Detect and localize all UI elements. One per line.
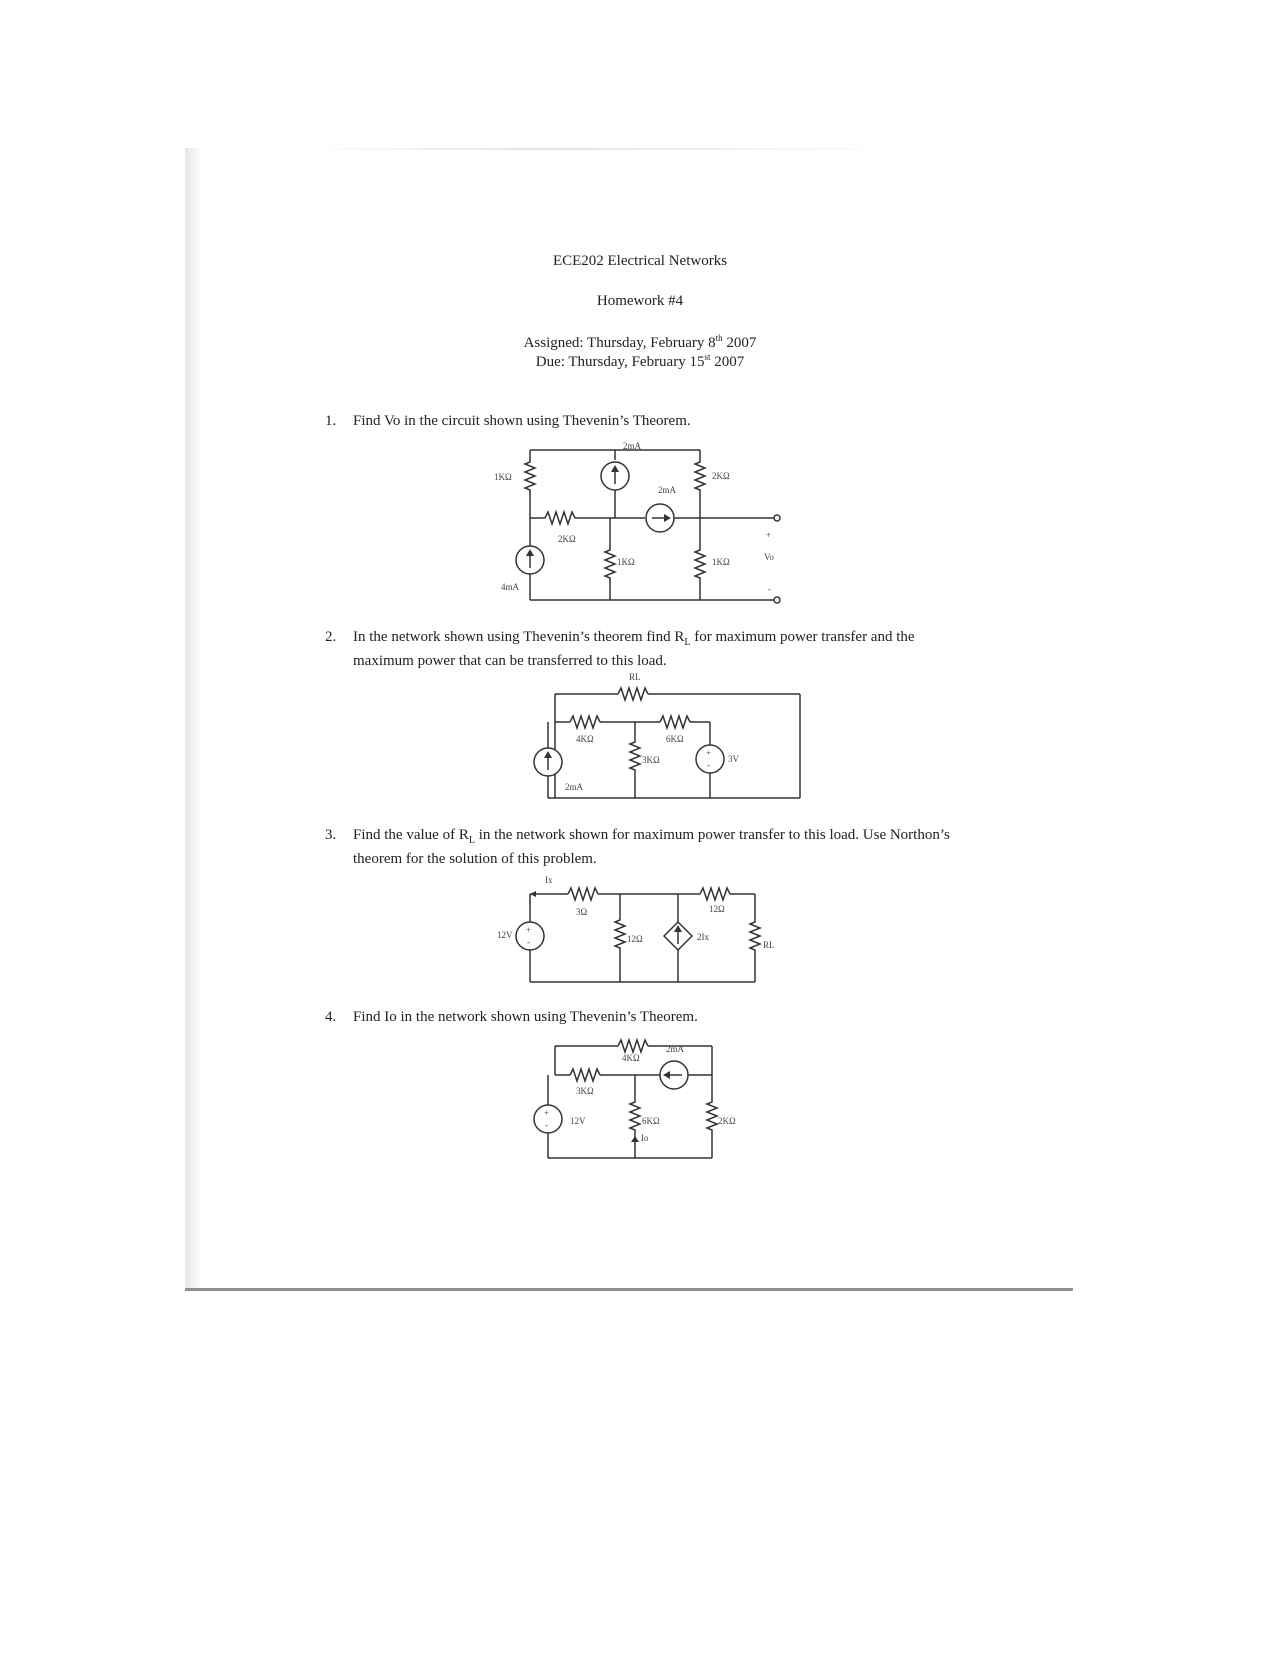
question-number: 2. [325, 629, 337, 645]
label-src-left: 4mA [501, 582, 519, 592]
label-src-dep: 2Ix [697, 932, 709, 942]
question-number: 4. [325, 1009, 337, 1025]
label-v-minus: - [707, 760, 710, 770]
label-rl: RL [629, 672, 641, 682]
label-r-mid: 6KΩ [642, 1116, 660, 1126]
label-r-top-left: 3Ω [576, 907, 588, 917]
question-text: Find Vo in the circuit shown using Thevenin’s Theorem. [353, 413, 691, 429]
label-v-plus: + [706, 748, 712, 758]
label-src-i: 2mA [565, 782, 583, 792]
label-io: Io [641, 1133, 649, 1143]
label-r-left: 3KΩ [576, 1086, 594, 1096]
label-src-v: 12V [570, 1116, 586, 1126]
label-src-i: 2mA [666, 1044, 684, 1054]
label-r-mid: 2KΩ [558, 534, 576, 544]
due-date: Due: Thursday, February 15st 2007 [535, 352, 745, 370]
label-vo: Vo [764, 552, 774, 562]
label-r-mid: 3KΩ [642, 755, 660, 765]
label-minus: - [768, 584, 771, 594]
label-v-plus: + [526, 925, 532, 935]
label-r-top-right: 12Ω [709, 904, 725, 914]
label-r-right: 6KΩ [666, 734, 684, 744]
label-r-top: 4KΩ [622, 1053, 640, 1063]
label-r-right-bottom: 1KΩ [712, 557, 730, 567]
question-text: Find Io in the network shown using Thevenin’s Theorem. [353, 1009, 698, 1025]
label-src-mid: 2mA [658, 485, 676, 495]
label-v-plus: + [544, 1108, 550, 1118]
label-r-left: 1KΩ [494, 472, 512, 482]
question-text: In the network shown using Thevenin’s theorem find $R_L$ for maximum power transfer and the maximum power that can be transferred to this load. [353, 629, 915, 669]
question-text: Find the value of $R_L$ in the network shown for maximum power transfer to this load. Use Northon’s theorem for the solution of this problem. [353, 827, 950, 867]
label-r-mid: 12Ω [627, 934, 643, 944]
label-r-right: 2KΩ [718, 1116, 736, 1126]
label-v-minus: - [545, 1120, 548, 1130]
label-plus: + [766, 530, 772, 540]
label-rl: RL [763, 940, 775, 950]
label-v-minus: - [527, 937, 530, 947]
assigned-date: Assigned: Thursday, February 8th 2007 [523, 333, 757, 351]
homework-title: Homework #4 [596, 293, 684, 309]
question-number: 3. [325, 827, 337, 843]
course-title: ECE202 Electrical Networks [552, 253, 728, 269]
question-number: 1. [325, 413, 337, 429]
label-r-left: 4KΩ [576, 734, 594, 744]
label-src-top: 2mA [623, 441, 641, 451]
label-src-v: 3V [728, 754, 739, 764]
label-ix: Ix [545, 875, 553, 885]
label-r-right-top: 2KΩ [712, 471, 730, 481]
label-r-center: 1KΩ [617, 557, 635, 567]
label-src-v: 12V [497, 930, 513, 940]
